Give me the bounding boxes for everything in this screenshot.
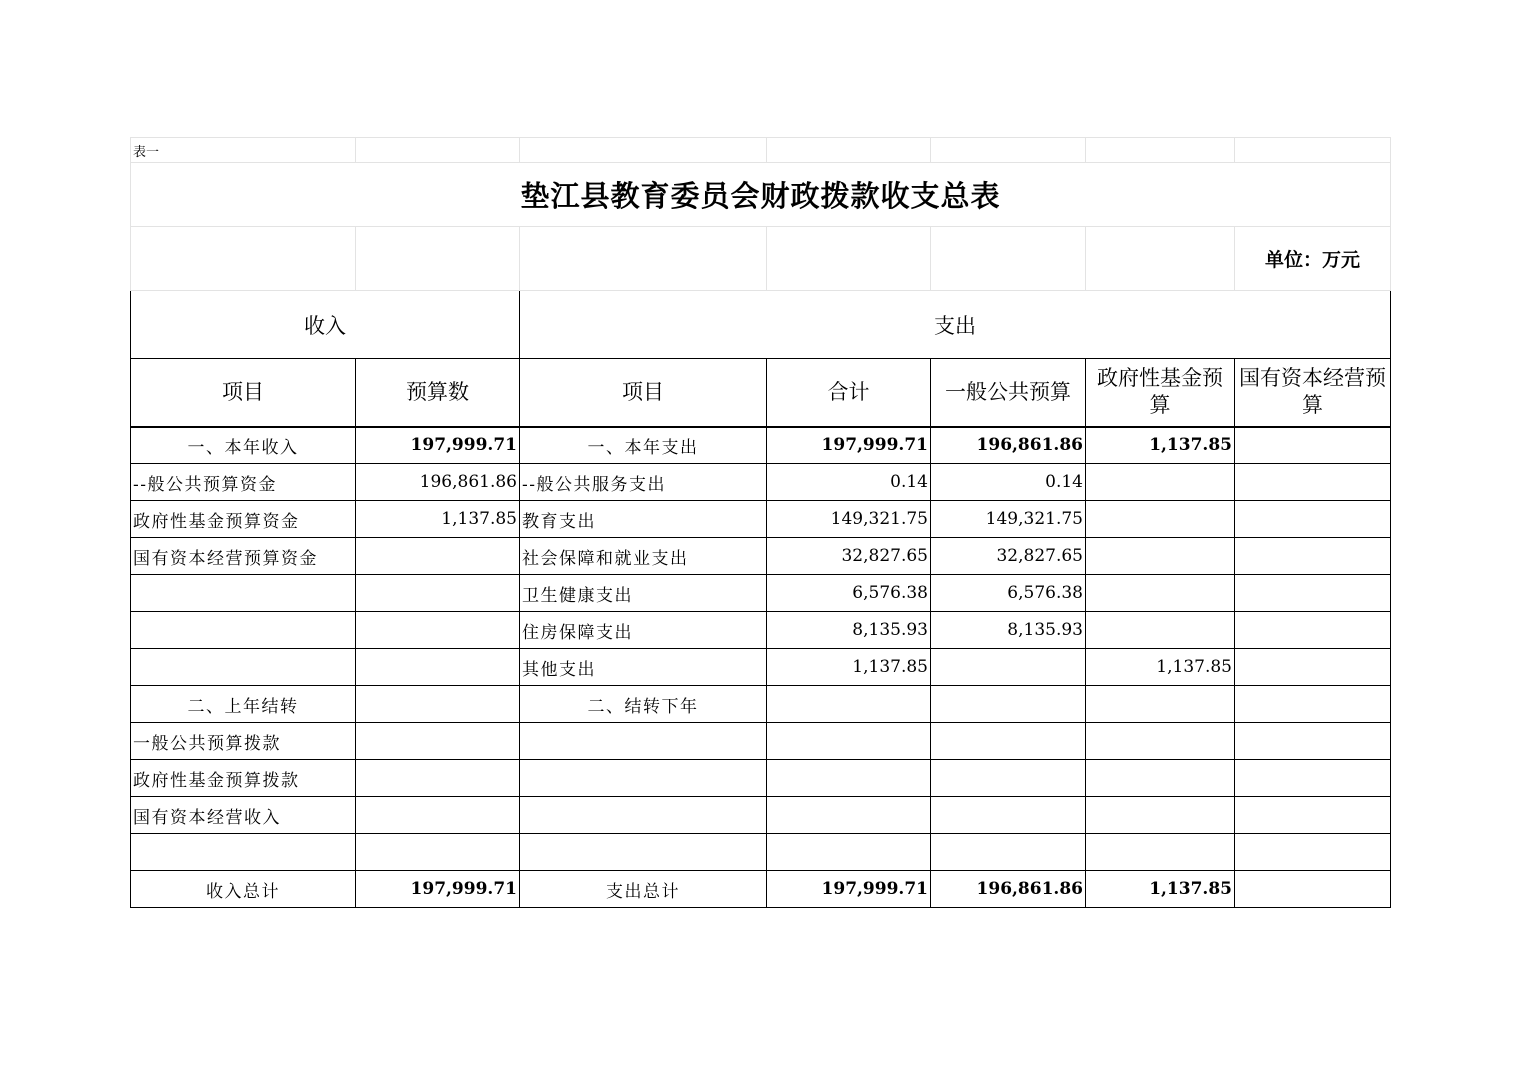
table-body <box>131 427 1391 908</box>
table-row <box>131 686 1391 723</box>
budget-table <box>130 137 1391 908</box>
col-header-expense-item: 项目 <box>520 359 767 427</box>
table-cell <box>767 834 931 871</box>
expense-header: 支出 <box>520 291 1391 359</box>
table-cell <box>131 575 356 612</box>
table-cell: 1,137.85 <box>1086 871 1235 908</box>
table-cell: 支出总计 <box>520 871 767 908</box>
table-cell <box>1086 797 1235 834</box>
table-cell <box>767 686 931 723</box>
table-cell <box>931 760 1086 797</box>
table-cell <box>1086 686 1235 723</box>
table-cell: 国有资本经营收入 <box>131 797 356 834</box>
table-cell <box>1235 797 1391 834</box>
table-cell <box>356 797 520 834</box>
table-row <box>131 649 1391 686</box>
table-cell: 1,137.85 <box>1086 427 1235 464</box>
table-cell <box>931 797 1086 834</box>
title-row <box>131 163 1391 227</box>
table-cell <box>767 760 931 797</box>
table-cell <box>520 723 767 760</box>
table-cell: 二、上年结转 <box>131 686 356 723</box>
table-cell <box>356 834 520 871</box>
table-cell <box>356 538 520 575</box>
table-cell <box>1235 834 1391 871</box>
table-cell: 196,861.86 <box>356 464 520 501</box>
table-cell: --般公共预算资金 <box>131 464 356 501</box>
unit-row <box>131 227 1391 291</box>
table-cell <box>1235 538 1391 575</box>
table-cell: 8,135.93 <box>931 612 1086 649</box>
table-cell: 32,827.65 <box>931 538 1086 575</box>
table-cell: 0.14 <box>931 464 1086 501</box>
table-cell: 住房保障支出 <box>520 612 767 649</box>
table-cell: 一、本年收入 <box>131 427 356 464</box>
table-cell: 32,827.65 <box>767 538 931 575</box>
table-tag: 表一 <box>131 138 356 163</box>
table-tag-row <box>131 138 1391 163</box>
table-row <box>131 538 1391 575</box>
table-cell: 政府性基金预算拨款 <box>131 760 356 797</box>
table-cell <box>931 723 1086 760</box>
table-cell <box>356 760 520 797</box>
col-header-income-item: 项目 <box>131 359 356 427</box>
table-cell <box>931 649 1086 686</box>
table-row <box>131 464 1391 501</box>
col-header-fund-budget: 政府性基金预算 <box>1086 359 1235 427</box>
table-cell <box>1086 538 1235 575</box>
table-cell <box>356 649 520 686</box>
table-cell: 1,137.85 <box>1086 649 1235 686</box>
page-title: 垫江县教育委员会财政拨款收支总表 <box>131 163 1391 227</box>
table-cell <box>931 686 1086 723</box>
table-cell <box>131 612 356 649</box>
table-row <box>131 834 1391 871</box>
table-cell: 收入总计 <box>131 871 356 908</box>
table-cell <box>1235 501 1391 538</box>
table-cell: 197,999.71 <box>356 871 520 908</box>
col-header-total: 合计 <box>767 359 931 427</box>
table-cell <box>1086 501 1235 538</box>
table-row <box>131 797 1391 834</box>
table-cell: 一、本年支出 <box>520 427 767 464</box>
table-cell <box>1235 871 1391 908</box>
table-cell <box>1086 575 1235 612</box>
column-header-row <box>131 359 1391 427</box>
table-cell <box>1086 464 1235 501</box>
col-header-budget-amount: 预算数 <box>356 359 520 427</box>
table-cell <box>520 760 767 797</box>
table-cell <box>1086 723 1235 760</box>
table-cell <box>356 723 520 760</box>
income-header: 收入 <box>131 291 520 359</box>
table-cell: 一般公共预算拨款 <box>131 723 356 760</box>
table-cell <box>520 797 767 834</box>
unit-label: 单位：万元 <box>1235 227 1391 291</box>
table-row <box>131 612 1391 649</box>
table-cell <box>1235 427 1391 464</box>
table-cell: --般公共服务支出 <box>520 464 767 501</box>
table-cell <box>1235 723 1391 760</box>
table-cell: 政府性基金预算资金 <box>131 501 356 538</box>
table-cell <box>131 649 356 686</box>
table-row <box>131 501 1391 538</box>
table-cell: 6,576.38 <box>767 575 931 612</box>
table-cell <box>1235 760 1391 797</box>
table-cell: 国有资本经营预算资金 <box>131 538 356 575</box>
table-cell: 卫生健康支出 <box>520 575 767 612</box>
table-cell <box>520 834 767 871</box>
table-row <box>131 760 1391 797</box>
col-header-general-budget: 一般公共预算 <box>931 359 1086 427</box>
section-header-row <box>131 291 1391 359</box>
table-cell <box>1235 686 1391 723</box>
table-cell: 149,321.75 <box>767 501 931 538</box>
table-cell: 其他支出 <box>520 649 767 686</box>
table-cell <box>931 834 1086 871</box>
table-cell <box>1235 649 1391 686</box>
table-cell <box>356 612 520 649</box>
col-header-state-capital-budget: 国有资本经营预算 <box>1235 359 1391 427</box>
table-cell: 149,321.75 <box>931 501 1086 538</box>
table-cell: 1,137.85 <box>767 649 931 686</box>
table-cell: 196,861.86 <box>931 871 1086 908</box>
table-row <box>131 575 1391 612</box>
table-cell: 197,999.71 <box>356 427 520 464</box>
table-row <box>131 871 1391 908</box>
table-cell: 197,999.71 <box>767 427 931 464</box>
table-cell: 8,135.93 <box>767 612 931 649</box>
table-cell <box>356 686 520 723</box>
table-cell <box>1086 760 1235 797</box>
table-cell <box>1086 612 1235 649</box>
table-cell <box>1235 575 1391 612</box>
table-cell: 6,576.38 <box>931 575 1086 612</box>
table-cell <box>1235 464 1391 501</box>
table-row <box>131 723 1391 760</box>
table-cell: 教育支出 <box>520 501 767 538</box>
table-cell <box>1235 612 1391 649</box>
table-cell: 0.14 <box>767 464 931 501</box>
table-cell: 二、结转下年 <box>520 686 767 723</box>
table-cell <box>131 834 356 871</box>
table-cell: 1,137.85 <box>356 501 520 538</box>
table-cell <box>1086 834 1235 871</box>
table-cell: 196,861.86 <box>931 427 1086 464</box>
table-cell: 197,999.71 <box>767 871 931 908</box>
table-cell <box>767 797 931 834</box>
table-cell <box>356 575 520 612</box>
table-row <box>131 427 1391 464</box>
table-cell <box>767 723 931 760</box>
table-cell: 社会保障和就业支出 <box>520 538 767 575</box>
